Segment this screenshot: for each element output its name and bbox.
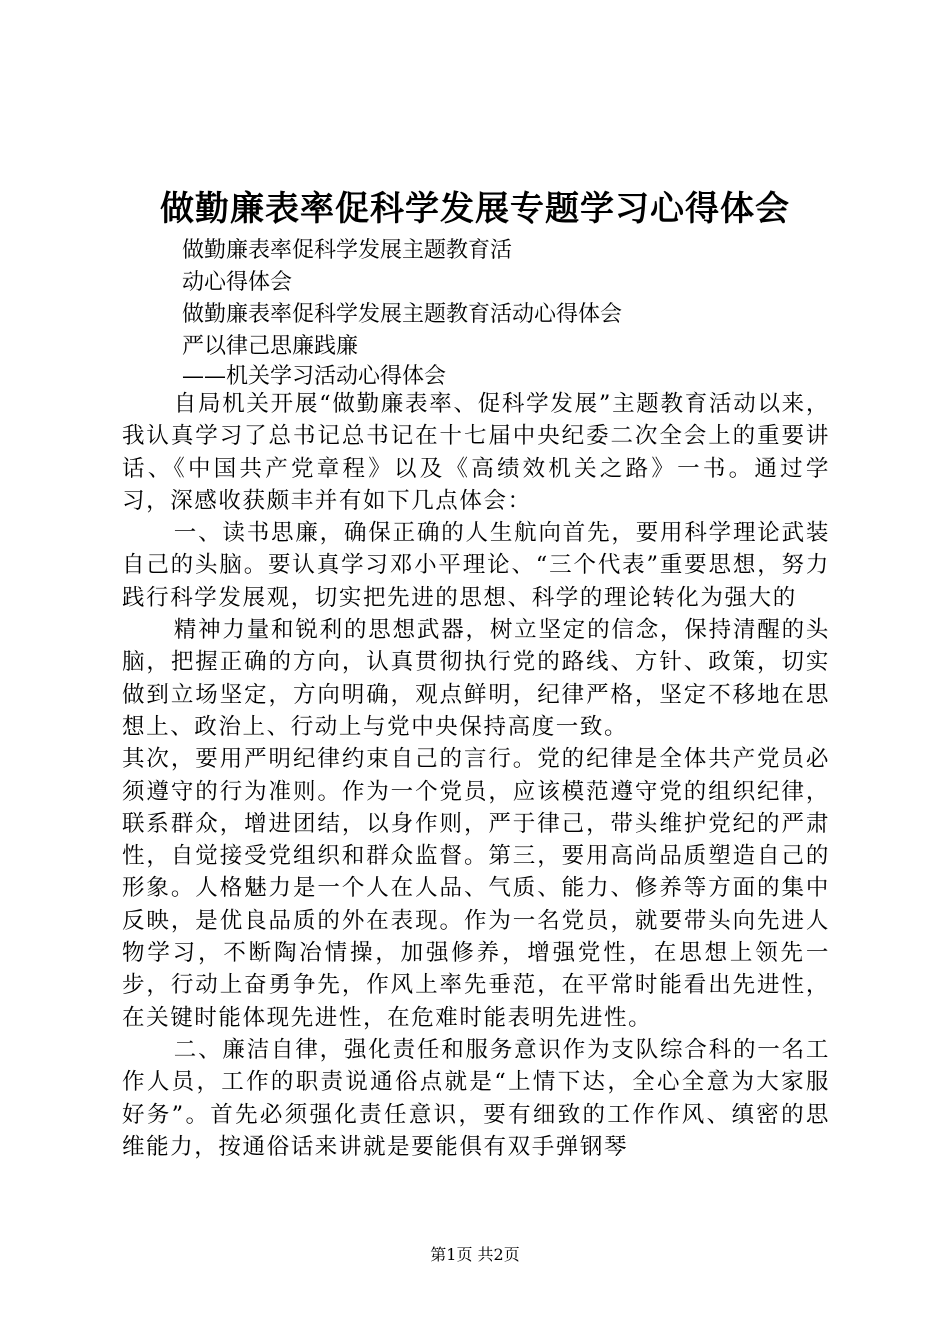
paragraph-section-1-points: 其次，要用严明纪律约束自己的言行。党的纪律是全体共产党员必须遵守的行为准则。作为一个党员，应该模范遵守党的组织纪律，联系群众，增进团结，以身作则，严于律己，带头维护党纪的严肃性，自觉接受党组织和群众监督。第三，要用高尚品质塑造自己的形象。人格魅力是一个人在人品、气质、能力、修养等方面的集中反映，是优良品质的外在表现。作为一名党员，就要带头向先进人物学习，不断陶冶情操，加强修养，增强党性，在思想上领先一步，行动上奋勇争先，作风上率先垂范，在平常时能看出先进性，在关键时能体现先进性，在危难时能表明先进性。 (122, 746, 830, 1031)
page-footer: 第1页 共2页 (430, 1245, 520, 1264)
document-body (122, 388, 830, 1163)
document-title: 做勤廉表率促科学发展专题学习心得体会 (160, 189, 790, 229)
subtitle-line-2: 动心得体会 (182, 270, 293, 295)
paragraph-section-2: 二、廉洁自律，强化责任和服务意识作为支队综合科的一名工作人员，工作的职责说通俗点就是“上情下达，全心全意为大家服好务”。首先必须强化责任意识，要有细致的工作作风、缜密的思维能力，按通俗话来讲就是要能俱有双手弹钢琴 (122, 1036, 830, 1160)
paragraph-section-1: 一、读书思廉，确保正确的人生航向首先，要用科学理论武装自己的头脑。要认真学习邓小平理论、“三个代表”重要思想，努力践行科学发展观，切实把先进的思想、科学的理论转化为强大的 (122, 520, 830, 611)
paragraph-section-1-continued: 精神力量和锐利的思想武器，树立坚定的信念，保持清醒的头脑，把握正确的方向，认真贯彻执行党的路线、方针、政策，切实做到立场坚定，方向明确，观点鲜明，纪律严格，坚定不移地在思想上、政治上、行动上与党中央保持高度一致。 (122, 617, 830, 740)
subtitle-line-1: 做勤廉表率促科学发展主题教育活 (182, 238, 513, 263)
subtitle-line-5: ——机关学习活动心得体会 (182, 364, 447, 389)
subtitle-line-3: 做勤廉表率促科学发展主题教育活动心得体会 (182, 302, 623, 327)
paragraph-intro: 自局机关开展“做勤廉表率、促科学发展”主题教育活动以来，我认真学习了总书记总书记在十七届中央纪委二次全会上的重要讲话、《中国共产党章程》以及《高绩效机关之路》一书。通过学习，深感收获颇丰并有如下几点体会： (122, 391, 830, 514)
subtitle-line-4: 严以律己思廉践廉 (182, 334, 359, 359)
